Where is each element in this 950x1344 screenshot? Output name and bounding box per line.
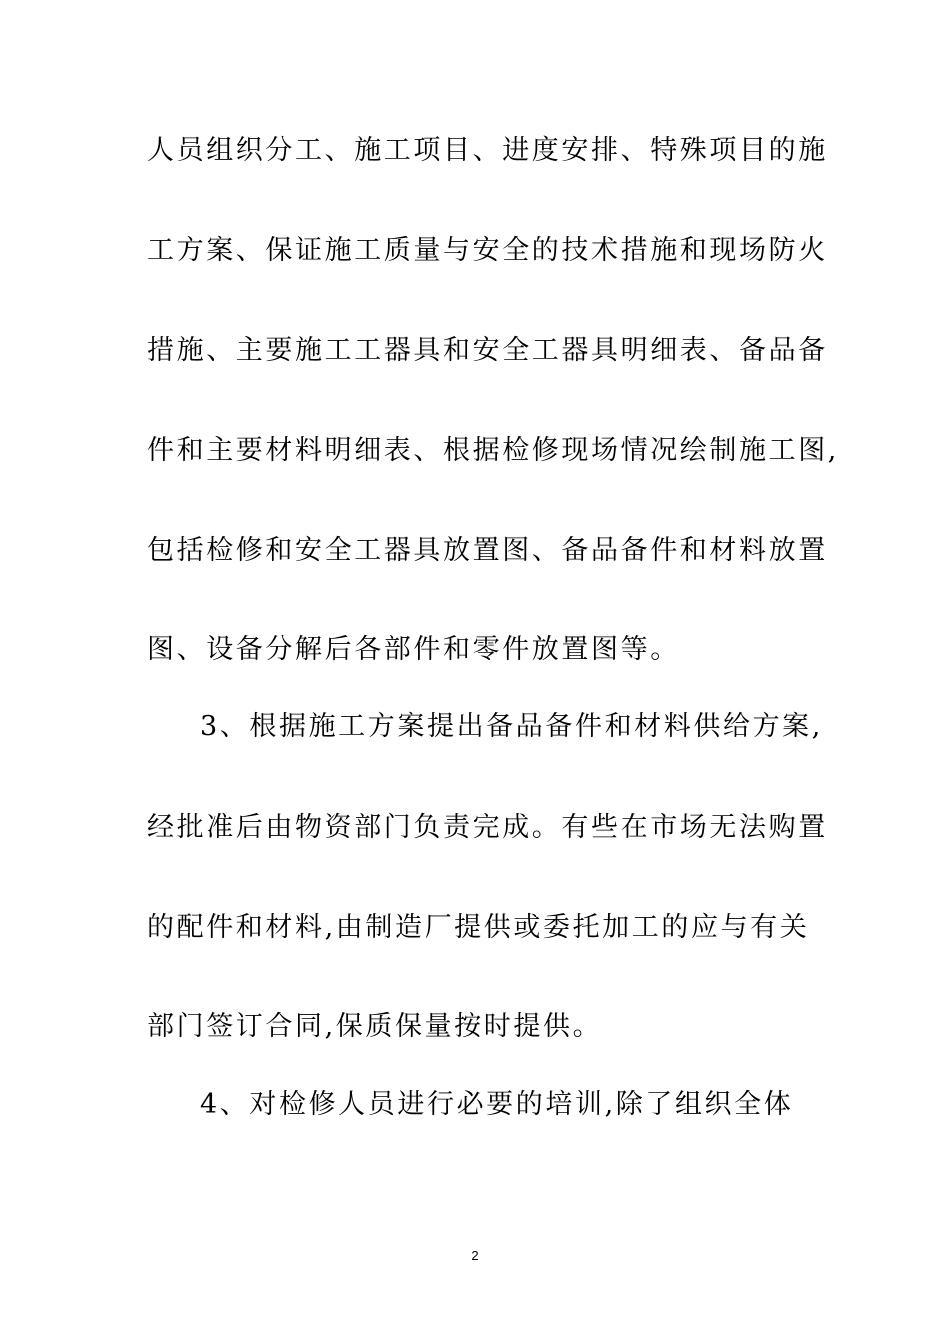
paragraph-line-4: 件和主要材料明细表、根据检修现场情况绘制施工图, bbox=[147, 435, 839, 466]
paragraph-line-3: 措施、主要施工工器具和安全工器具明细表、备品备 bbox=[147, 335, 828, 366]
paragraph-line-10: 部门签订合同,保质保量按时提供。 bbox=[147, 1011, 603, 1042]
paragraph-line-9: 的配件和材料,由制造厂提供或委托加工的应与有关 bbox=[147, 912, 810, 943]
paragraph-line-5: 包括检修和安全工器具放置图、备品备件和材料放置 bbox=[147, 535, 828, 566]
paragraph-line-8: 经批准后由物资部门负责完成。有些在市场无法购置 bbox=[147, 812, 828, 843]
paragraph-line-2: 工方案、保证施工质量与安全的技术措施和现场防火 bbox=[147, 235, 828, 266]
page-number: 2 bbox=[471, 1248, 479, 1263]
paragraph-line-11: 4、对检修人员进行必要的培训,除了组织全体 bbox=[200, 1089, 794, 1120]
paragraph-line-7: 3、根据施工方案提出备品备件和材料供给方案, bbox=[200, 711, 823, 742]
paragraph-line-1: 人员组织分工、施工项目、进度安排、特殊项目的施 bbox=[147, 135, 828, 166]
paragraph-line-6: 图、设备分解后各部件和零件放置图等。 bbox=[147, 634, 680, 665]
